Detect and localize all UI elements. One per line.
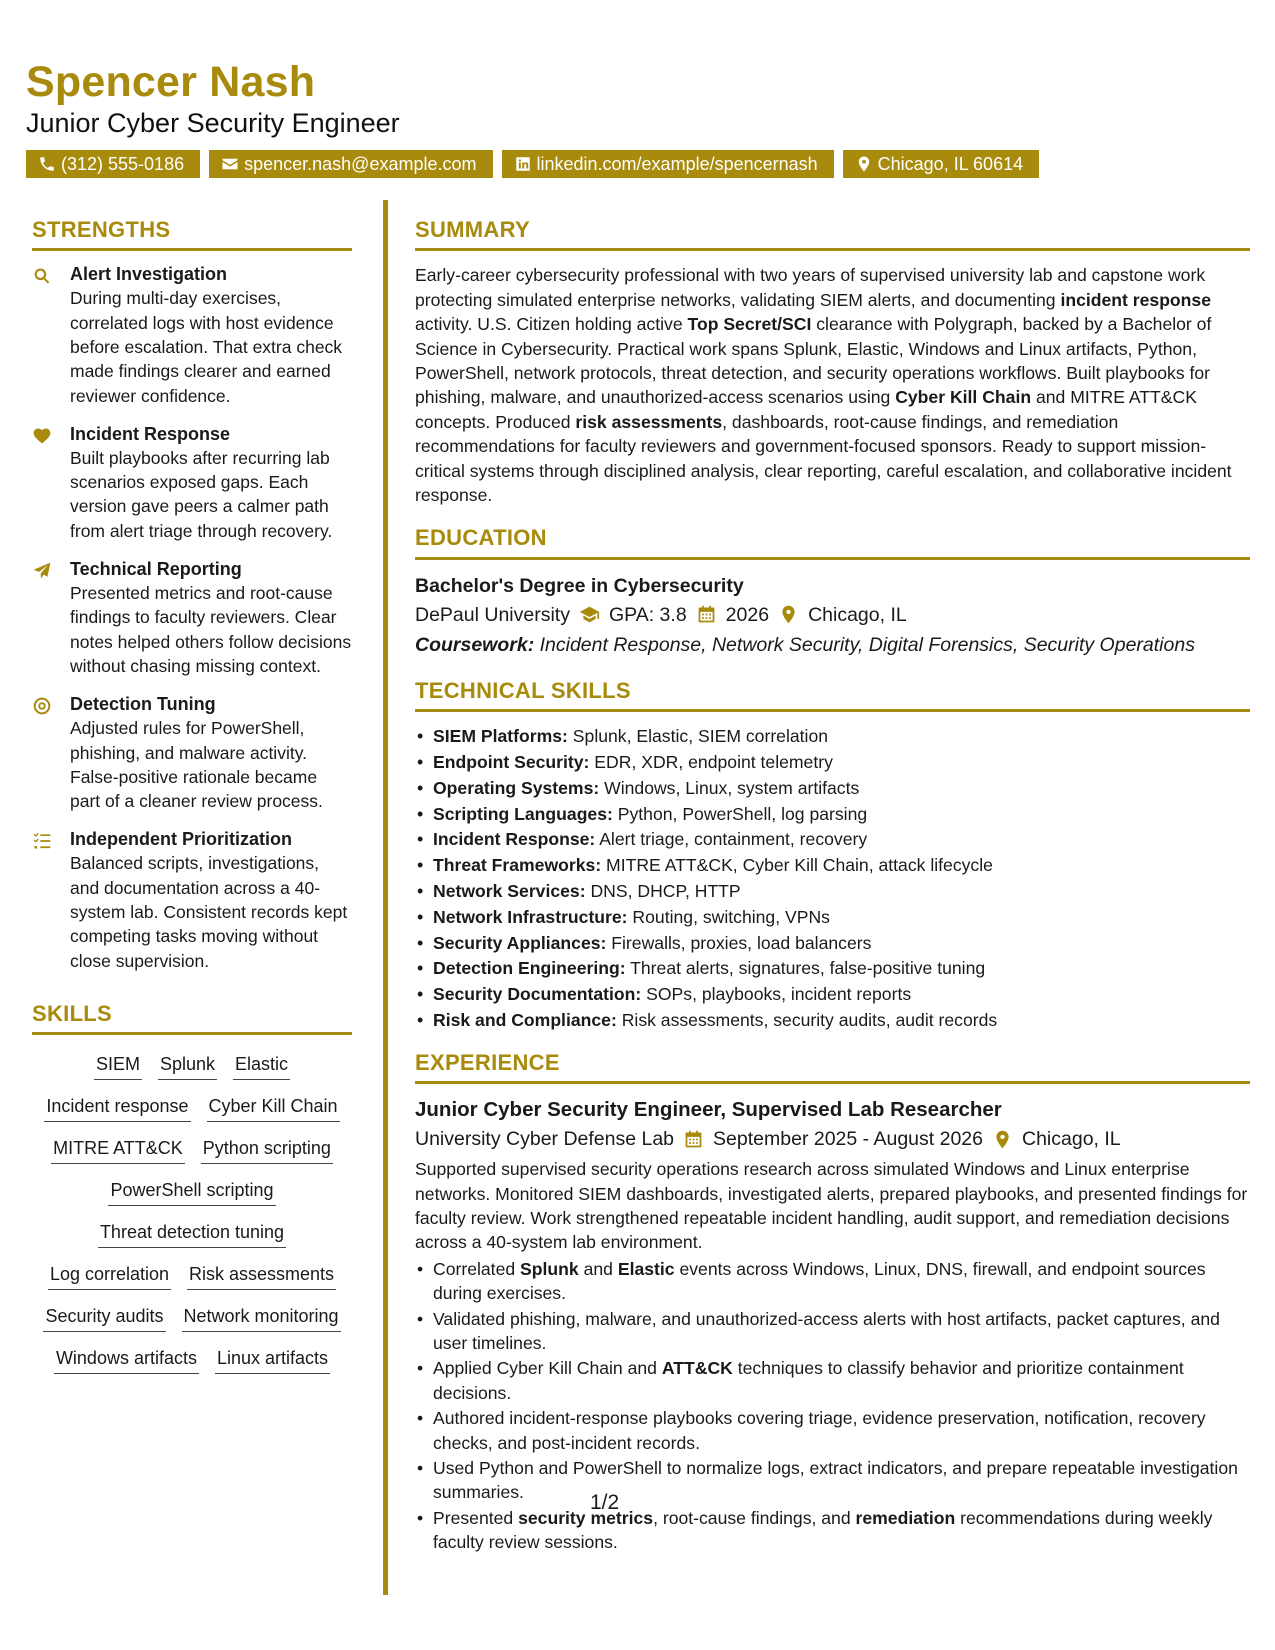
contact-linkedin-text: linkedin.com/example/spencernash	[536, 153, 818, 174]
calendar-icon	[696, 604, 717, 625]
strength-item	[32, 423, 352, 543]
technical-skill-item: • Detection Engineering: Threat alerts, signatures, false-positive tuning	[433, 956, 1250, 982]
technical-skill-item: • Threat Frameworks: MITRE ATT&CK, Cyber Kill Chain, attack lifecycle	[433, 853, 1250, 879]
resume-header	[26, 58, 1256, 178]
technical-skill-item: • Scripting Languages: Python, PowerShell, log parsing	[433, 802, 1250, 828]
target-icon	[32, 696, 52, 716]
technical-skill-item: • Incident Response: Alert triage, containment, recovery	[433, 827, 1250, 853]
contact-email[interactable]	[209, 150, 492, 178]
skill-tag: Python scripting	[201, 1135, 333, 1164]
technical-skills-title: TECHNICAL SKILLS	[415, 678, 1250, 712]
skill-tag: Linux artifacts	[215, 1345, 330, 1374]
strength-text: Adjusted rules for PowerShell, phishing, and malware activity. False-positive rationale became part of a cleaner review process.	[70, 718, 323, 812]
skill-tag: Network monitoring	[182, 1303, 341, 1332]
education-gpa: GPA: 3.8	[608, 603, 687, 626]
contact-bar	[26, 150, 1256, 178]
education-details	[415, 600, 1250, 630]
skills-title: SKILLS	[32, 1001, 352, 1035]
job-bullet: • Applied Cyber Kill Chain and ATT&CK techniques to classify behavior and prioritize containment decisions.	[433, 1356, 1250, 1405]
skill-tag: MITRE ATT&CK	[51, 1135, 185, 1164]
skill-tag: Security audits	[43, 1303, 165, 1332]
education-title: EDUCATION	[415, 525, 1250, 559]
skill-tag: SIEM	[94, 1051, 142, 1080]
skill-tag: Elastic	[233, 1051, 290, 1080]
strength-item	[32, 693, 352, 813]
contact-location-text: Chicago, IL 60614	[877, 153, 1024, 174]
technical-skill-item: • SIEM Platforms: Splunk, Elastic, SIEM correlation	[433, 724, 1250, 750]
skill-tag: Log correlation	[48, 1261, 171, 1290]
strength-item	[32, 828, 352, 972]
location-pin-icon	[778, 604, 799, 625]
strength-text: Balanced scripts, investigations, and documentation across a 40-system lab. Consistent records kept competing tasks moving without close supervision.	[70, 853, 348, 971]
paper-plane-icon	[32, 561, 52, 581]
job-org: University Cyber Defense Lab	[415, 1128, 675, 1151]
skill-tag: Windows artifacts	[54, 1345, 199, 1374]
strength-text: Presented metrics and root-cause findings to faculty reviewers. Clear notes helped others follow decisions without chasing missing context.	[70, 583, 352, 676]
candidate-role: Junior Cyber Security Engineer	[26, 108, 400, 139]
job-bullet: • Authored incident-response playbooks covering triage, evidence preservation, notification, recovery checks, and post-incident records.	[433, 1406, 1250, 1455]
magnifier-icon	[32, 266, 52, 286]
envelope-icon	[221, 155, 239, 173]
skill-tag: Splunk	[158, 1051, 217, 1080]
strength-item	[32, 263, 352, 407]
job-bullet: • Correlated Splunk and Elastic events across Windows, Linux, DNS, firewall, and endpoint sources during exercises.	[433, 1257, 1250, 1306]
skill-tag: Threat detection tuning	[98, 1219, 286, 1248]
job-bullet: • Used Python and PowerShell to normalize logs, extract indicators, and prepare repeatable investigation summaries.	[433, 1456, 1250, 1505]
skill-tag: PowerShell scripting	[108, 1177, 275, 1206]
heart-icon	[32, 426, 52, 446]
technical-skill-item: • Network Services: DNS, DHCP, HTTP	[433, 879, 1250, 905]
job-description: Supported supervised security operations research across simulated Windows and Linux enterprise networks. Monitored SIEM dashboards, investigated alerts, prepared playbooks, and presented findings for faculty review. Work strengthened repeatable incident handling, audit support, and remediation decisions across a 40-system lab environment.	[415, 1159, 1248, 1253]
education-coursework	[415, 630, 1250, 660]
technical-skill-item: • Network Infrastructure: Routing, switching, VPNs	[433, 905, 1250, 931]
page-number: 1/2	[590, 1491, 620, 1514]
contact-phone[interactable]	[26, 150, 200, 178]
contact-linkedin[interactable]	[502, 150, 834, 178]
strength-text: During multi-day exercises, correlated logs with host evidence before escalation. That extra check made findings clearer and earned reviewer confidence.	[70, 288, 343, 406]
candidate-name: Spencer Nash	[26, 58, 316, 106]
skill-tag: Incident response	[44, 1093, 190, 1122]
summary-text: Early-career cybersecurity professional with two years of supervised university lab and capstone work protecting simulated enterprise networks, validating SIEM alerts, and documenting incident response activity. U.S. Citizen holding active Top Secret/SCI clearance with Polygraph, backed by a Bachelor of Science in Cybersecurity. Practical work spans Splunk, Elastic, Windows and Linux artifacts, Python, PowerShell, network protocols, threat detection, and security operations workflows. Built playbooks for phishing, malware, and unauthorized-access scenarios using Cyber Kill Chain and MITRE ATT&CK concepts. Produced risk assessments, dashboards, root-cause findings, and remediation recommendations for faculty reviewers and government-focused sponsors. Ready to support mission-critical systems through disciplined analysis, clear reporting, careful escalation, and collaborative incident response.	[415, 265, 1232, 506]
technical-skill-item: • Security Appliances: Firewalls, proxies, load balancers	[433, 931, 1250, 957]
strengths-title: STRENGTHS	[32, 217, 352, 251]
technical-skill-item: • Risk and Compliance: Risk assessments, security audits, audit records	[433, 1008, 1250, 1034]
job-bullets	[415, 1257, 1250, 1555]
graduation-cap-icon	[579, 604, 600, 625]
right-column	[415, 217, 1250, 1556]
calendar-icon	[683, 1129, 704, 1150]
education-degree: Bachelor's Degree in Cybersecurity	[415, 574, 744, 597]
strength-item	[32, 558, 352, 678]
education-school: DePaul University	[415, 603, 570, 626]
summary-title: SUMMARY	[415, 217, 1250, 251]
job-bullet: • Presented security metrics, root-cause findings, and remediation recommendations during weekly faculty review sessions.	[433, 1506, 1250, 1555]
technical-skill-item: • Operating Systems: Windows, Linux, system artifacts	[433, 776, 1250, 802]
checklist-icon	[32, 831, 52, 851]
left-column	[32, 217, 352, 1374]
strength-title: Independent Prioritization	[70, 829, 293, 850]
technical-skills-list	[415, 724, 1250, 1034]
strength-title: Incident Response	[70, 423, 231, 444]
strength-title: Alert Investigation	[70, 264, 228, 285]
job-title: Junior Cyber Security Engineer, Supervised Lab Researcher	[415, 1098, 1002, 1122]
skill-tag: Cyber Kill Chain	[207, 1093, 340, 1122]
column-divider	[383, 200, 388, 1595]
contact-location	[843, 150, 1039, 178]
job-meta	[415, 1124, 1250, 1154]
coursework-list: Incident Response, Network Security, Digital Forensics, Security Operations	[534, 633, 1195, 656]
contact-email-text: spencer.nash@example.com	[244, 153, 477, 174]
linkedin-icon	[514, 155, 532, 173]
strength-title: Detection Tuning	[70, 694, 216, 715]
location-pin-icon	[855, 155, 873, 173]
skill-tags	[32, 1047, 352, 1374]
job-location: Chicago, IL	[1022, 1128, 1121, 1151]
phone-icon	[38, 155, 56, 173]
technical-skill-item: • Endpoint Security: EDR, XDR, endpoint telemetry	[433, 750, 1250, 776]
education-location: Chicago, IL	[808, 603, 907, 626]
coursework-label: Coursework:	[415, 633, 535, 656]
job-bullet: • Validated phishing, malware, and unauthorized-access alerts with host artifacts, packet captures, and user timelines.	[433, 1307, 1250, 1356]
job-dates: September 2025 - August 2026	[713, 1128, 983, 1151]
technical-skill-item: • Security Documentation: SOPs, playbooks, incident reports	[433, 982, 1250, 1008]
skill-tag: Risk assessments	[187, 1261, 336, 1290]
contact-phone-text: (312) 555-0186	[61, 153, 185, 174]
education-year: 2026	[725, 603, 770, 626]
strength-text: Built playbooks after recurring lab scenarios exposed gaps. Each version gave peers a calmer path from alert triage through recovery.	[70, 447, 333, 541]
strength-title: Technical Reporting	[70, 559, 242, 580]
location-pin-icon	[992, 1129, 1013, 1150]
experience-title: EXPERIENCE	[415, 1050, 1250, 1084]
